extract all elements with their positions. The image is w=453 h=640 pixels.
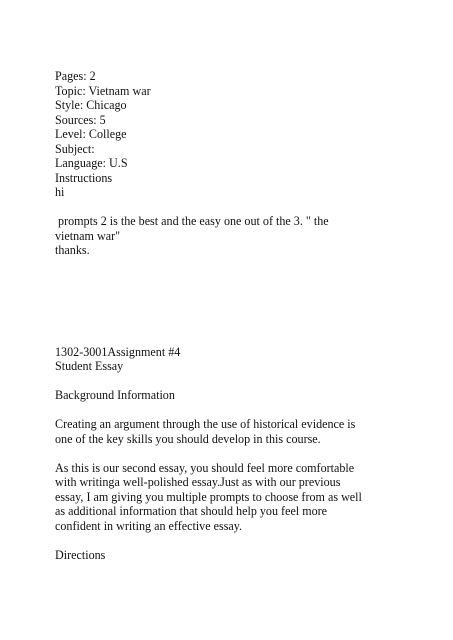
- directions-heading: Directions: [55, 547, 106, 562]
- greeting-line: hi: [55, 185, 65, 199]
- topic-line: Topic: Vietnam war: [55, 83, 151, 98]
- paragraph-2-line-3: essay, I am giving you multiple prompts to choose from as well: [55, 489, 362, 504]
- instructions-heading: Instructions: [55, 170, 113, 185]
- note-line-1: prompts 2 is the best and the easy one out of the 3. " the: [55, 214, 329, 228]
- note-line-3: thanks.: [55, 243, 90, 257]
- background-heading: Background Information: [55, 388, 175, 402]
- assignment-code: 1302-3001Assignment #4: [55, 344, 181, 359]
- level-line: Level: College: [55, 127, 127, 141]
- paragraph-2-line-5: confident in writing an effective essay.: [55, 518, 243, 533]
- assignment-type: Student Essay: [55, 359, 124, 373]
- note-line-2: vietnam war": [55, 228, 121, 243]
- pages-line: Pages: 2: [55, 69, 96, 83]
- paragraph-2-line-1: As this is our second essay, you should feel more comfortable: [55, 460, 355, 475]
- document-body: [55, 69, 415, 562]
- paragraph-2-line-4: as additional information that should help you feel more: [55, 504, 328, 518]
- paragraph-2-line-2: with writinga well-polished essay.Just as with our previous: [55, 475, 341, 489]
- style-line: Style: Chicago: [55, 98, 127, 112]
- paragraph-1-line-1: Creating an argument through the use of historical evidence is: [55, 417, 356, 431]
- language-line: Language: U.S: [55, 156, 128, 170]
- sources-line: Sources: 5: [55, 112, 106, 127]
- paragraph-1-line-2: one of the key skills you should develop in this course.: [55, 431, 321, 446]
- subject-line: Subject:: [55, 141, 95, 156]
